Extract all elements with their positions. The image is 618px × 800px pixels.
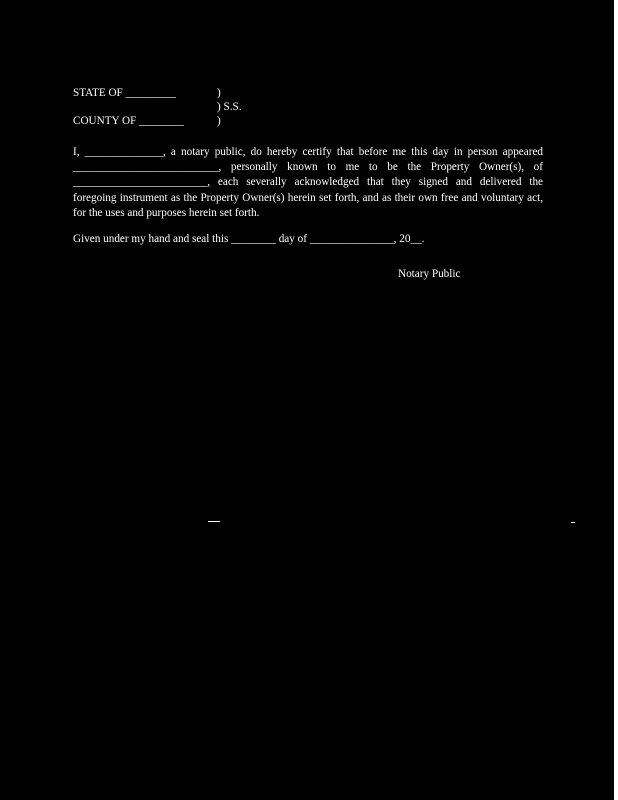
state-of-line: STATE OF _________ <box>73 87 176 99</box>
venue-bracket-bottom: ) <box>217 115 221 127</box>
notary-acknowledgment <box>73 84 543 246</box>
notary-public-signature-label: Notary Public <box>398 268 461 280</box>
scan-artifact-mark <box>208 521 220 522</box>
county-of-line: COUNTY OF ________ <box>73 115 184 127</box>
venue-block <box>73 84 543 132</box>
certification-paragraph: I, ______________, a notary public, do hereby certify that before me this day in person appeared __________________________, personally known to me to be the Property Owner(s), of ________________________, each severally acknowledged that they signed and delivered the foregoing instrument as the Property Owner(s) herein set forth, and as their own free and voluntary act, for the uses and purposes herein set forth. <box>73 146 543 219</box>
given-under-hand-line: Given under my hand and seal this ________ day of _______________, 20__. <box>73 233 425 246</box>
venue-bracket-top: ) <box>217 87 221 99</box>
venue-ss-label: ) S.S. <box>217 101 242 113</box>
page-edge-border <box>614 0 618 800</box>
scan-artifact-mark <box>571 522 575 523</box>
